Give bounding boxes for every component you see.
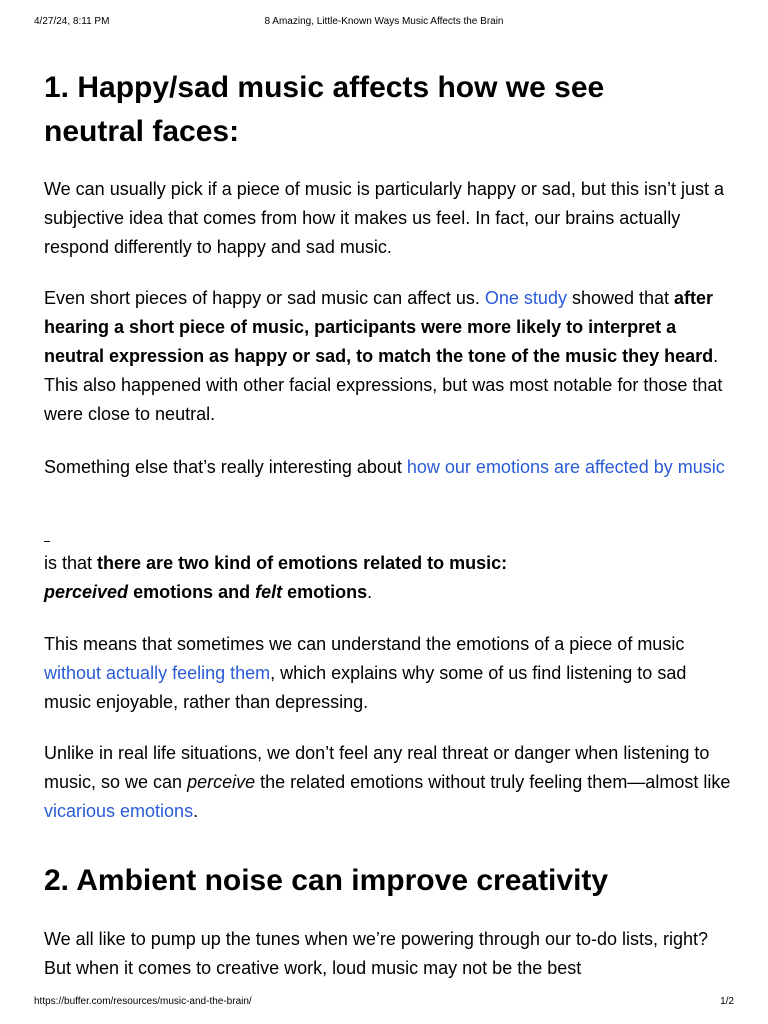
without-feeling-them-link[interactable]: without actually feeling them bbox=[44, 663, 271, 683]
section-1-heading: 1. Happy/sad music affects how we see neutral faces: bbox=[44, 71, 605, 148]
text-segment: the related emotions without truly feeling them—almost like bbox=[255, 772, 731, 792]
section-1-paragraph-4 bbox=[44, 549, 524, 607]
text-segment: . bbox=[193, 801, 199, 821]
bold-text: emotions bbox=[282, 582, 368, 602]
text-segment: . bbox=[367, 582, 373, 602]
text-segment: Even short pieces of happy or sad music can affect us. bbox=[44, 288, 485, 308]
one-study-link[interactable]: One study bbox=[484, 288, 567, 308]
section-1-paragraph-3 bbox=[44, 453, 734, 482]
emotions-affected-by-music-link[interactable]: how our emotions are affected by music bbox=[406, 457, 725, 477]
bold-italic-text: perceived bbox=[44, 582, 129, 602]
print-header bbox=[34, 15, 734, 29]
section-1-paragraph-2 bbox=[44, 284, 734, 429]
text-segment: . This also happened with other facial expressions, but was most notable for those that were close to neutral. bbox=[44, 346, 723, 424]
bold-text: after hearing a short piece of music, participants were more likely to interpret a neutral expression as happy or sad, to match the tone of the music they heard bbox=[44, 288, 714, 366]
section-2-heading: 2. Ambient noise can improve creativity bbox=[44, 864, 609, 897]
print-page-number: 1/2 bbox=[720, 996, 734, 1007]
section-2-paragraph-1: We all like to pump up the tunes when we’re powering through our to-do lists, right? But when it comes to creative work, loud music may not be the best bbox=[44, 929, 709, 978]
text-segment: This means that sometimes we can understand the emotions of a piece of music bbox=[44, 634, 685, 654]
text-segment: Something else that’s really interesting about bbox=[44, 457, 407, 477]
section-1-paragraph-1: We can usually pick if a piece of music is particularly happy or sad, but this isn’t just a subjective idea that comes from how it makes us feel. In fact, our brains actually respond differently to happy and sad music. bbox=[44, 179, 724, 257]
section-1-paragraph-6 bbox=[44, 739, 734, 826]
print-datetime: 4/27/24, 8:11 PM bbox=[34, 16, 110, 27]
vicarious-emotions-link[interactable]: vicarious emotions bbox=[44, 801, 194, 821]
print-page-title: 8 Amazing, Little-Known Ways Music Affects the Brain bbox=[264, 16, 504, 27]
bold-italic-text: felt bbox=[255, 582, 283, 602]
italic-text: perceive bbox=[187, 772, 256, 792]
print-url: https://buffer.com/resources/music-and-the-brain/ bbox=[34, 996, 252, 1007]
text-segment: is that bbox=[44, 553, 98, 573]
section-1-paragraph-5 bbox=[44, 630, 734, 717]
text-segment: showed that bbox=[566, 288, 675, 308]
bold-text: emotions and bbox=[128, 582, 256, 602]
embed-placeholder-mark bbox=[44, 541, 50, 542]
text-segment: Unlike in real life situations, we don’t feel any real threat or danger when listening to music, so we can bbox=[44, 743, 710, 792]
text-segment: , which explains why some of us find listening to sad music enjoyable, rather than depressing. bbox=[44, 663, 687, 712]
print-footer bbox=[34, 995, 734, 1009]
bold-text: there are two kind of emotions related to music: bbox=[97, 553, 508, 573]
